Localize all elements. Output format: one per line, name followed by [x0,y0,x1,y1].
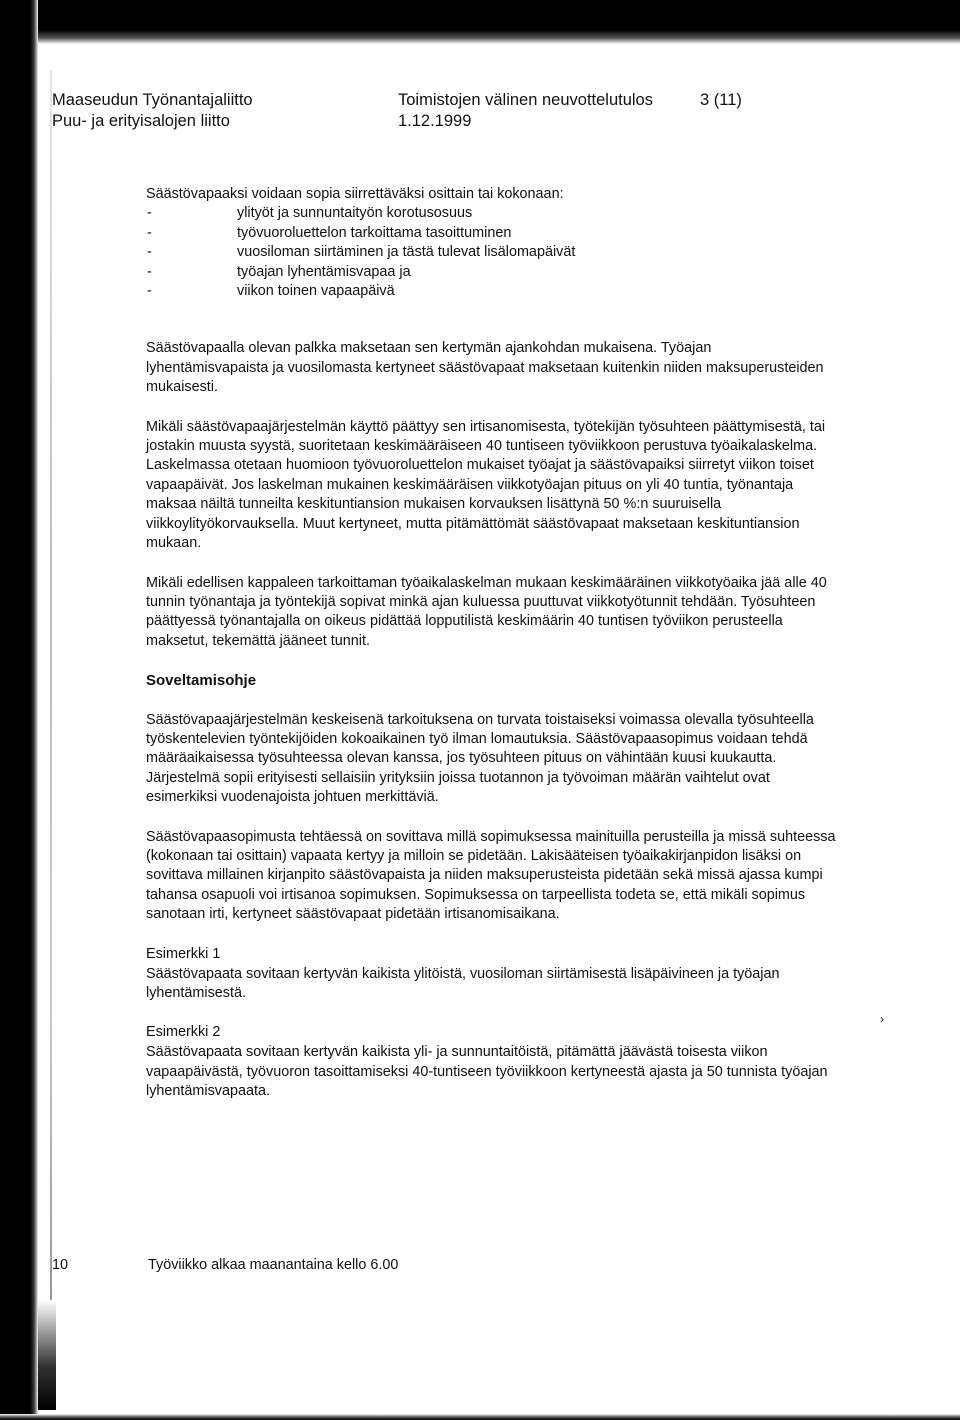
example-text: Säästövapaata sovitaan kertyvän kaikista ylitöistä, vuosiloman siirtämisestä lisäpäivineen ja työajan lyhentämisestä. [146,965,780,1001]
header-document-date: 1.12.1999 [398,112,472,130]
list-item: - viikon toinen vapaapäivä [146,282,836,301]
header-document-title: Toimistojen välinen neuvottelutulos [398,91,653,109]
paragraph: Säästövapaajärjestelmän keskeisenä tarkoituksena on turvata toistaiseksi voimassa olevalla työsuhteella työskentelevien työntekijöiden kokoaikainen työ ilman lomautuksia. Säästövapaasopimus voidaan tehdä määräaikaisessa työsuhteessa olevan kanssa, jos työsuhteen pituus on vähintään kuusi kuukautta. Järjestelmä sopii erityisesti sellaisiin yrityksiin joissa tuotannon ja työvoiman määrän vaihtelut ovat esimerkiksi vuodenajoista johtuen merkittäviä. [146,711,814,806]
example-label: Esimerkki 1 [146,945,221,962]
example-label: Esimerkki 2 [146,1024,221,1041]
list-item: - työvuoroluettelon tarkoittama tasoittuminen [146,224,836,243]
paragraph: Säästövapaasopimusta tehtäessä on sovittava millä sopimuksessa mainituilla perusteilla ja missä suhteessa (kokonaan tai osittain) vapaata kertyy ja milloin se pidetään. Lakisääteisen työaikakirjanpidon lisäksi on sovittava millainen kirjanpito säästövapaista ja niiden maksuperusteista pidetään sekä missä ajassa kumpi tahansa osapuoli voi irtisanoa sopimuksen. Sopimuksessa on tarpeellista todeta se, että mikäli sopimus sanotaan irti, kertyneet säästövapaat pidetään irtisanomisaikana. [146,828,836,923]
footnote-number: 10 [52,1257,69,1273]
section-heading: Soveltamisohje [146,672,257,690]
stray-mark: › [880,1012,884,1026]
list-item: - työajan lyhentämisvapaa ja [146,263,836,282]
example-text: Säästövapaata sovitaan kertyvän kaikista yli- ja sunnuntaitöistä, pitämättä jäävästä toisesta viikon vapaapäivästä, työvuoron tasoittamiseksi 40-tuntiseen työviikkoon kertyneestä ajasta ja 50 tunnista työajan lyhentämisvapaata. [146,1044,828,1100]
header-organization-1: Maaseudun Työnantajaliitto [52,91,253,109]
list-item: - vuosiloman siirtäminen ja tästä tulevat lisälomapäivät [146,243,836,262]
example-block [146,945,836,1004]
scan-edge-bottom [0,1414,960,1420]
footnote [52,1256,398,1275]
scan-edge-top [0,0,960,44]
example-block [146,1023,836,1101]
paragraph: Mikäli edellisen kappaleen tarkoittaman työaikalaskelman mukaan keskimääräinen viikkotyöaika jää alle 40 tunnin työnantaja ja työntekijä sopivat minkä ajan kuluessa puuttuvat viikkotyötunnit tehdään. Työsuhteen päättyessä työnantajalla on oikeus pidättää lopputilistä keskimäärin 40 tuntisen työviikon perusteella maksetut, tekemättä jääneet tunnit. [146,574,827,649]
intro-paragraph: Säästövapaaksi voidaan sopia siirrettäväksi osittain tai kokonaan: [146,186,564,202]
scan-margin-line [50,70,52,1390]
document-body [146,185,836,1102]
header-organization-2: Puu- ja erityisalojen liitto [52,112,230,130]
transfer-list [146,204,836,301]
header-page-number: 3 (11) [700,91,742,109]
scan-corner-shadow [38,1300,56,1410]
scan-edge-left [0,0,38,1420]
list-item: - ylityöt ja sunnuntaityön korotusosuus [146,204,836,223]
footnote-text: Työviikko alkaa maanantaina kello 6.00 [148,1257,399,1273]
paragraph: Säästövapaalla olevan palkka maksetaan sen kertymän ajankohdan mukaisena. Työajan lyhentämisvapaista ja vuosilomasta kertyneet säästövapaat maksetaan kuitenkin niiden maksuperusteiden mukaisesti. [146,340,824,396]
paragraph: Mikäli säästövapaajärjestelmän käyttö päättyy sen irtisanomisesta, työtekijän työsuhteen päättymisestä, tai jostakin muusta syystä, suoritetaan keskimääräiseen 40 tuntiseen työviikkoon perustuva työaikalaskelma. Laskelmassa otetaan huomioon työvuoroluettelon mukaiset työajat ja säästövapaiksi siirretyt viikon toiset vapaapäivät. Jos laskelman mukainen keskimääräisen viikkotyöajan pituus on yli 40 tuntia, työnantaja maksaa näiltä tunneilta keskituntiansion mukaisen korvauksen lisättynä 50 %:n suuruisella viikkoylityökorvauksella. Muut kertyneet, mutta pitämättömät säästövapaat maksetaan keskituntiansion mukaan. [146,418,826,552]
